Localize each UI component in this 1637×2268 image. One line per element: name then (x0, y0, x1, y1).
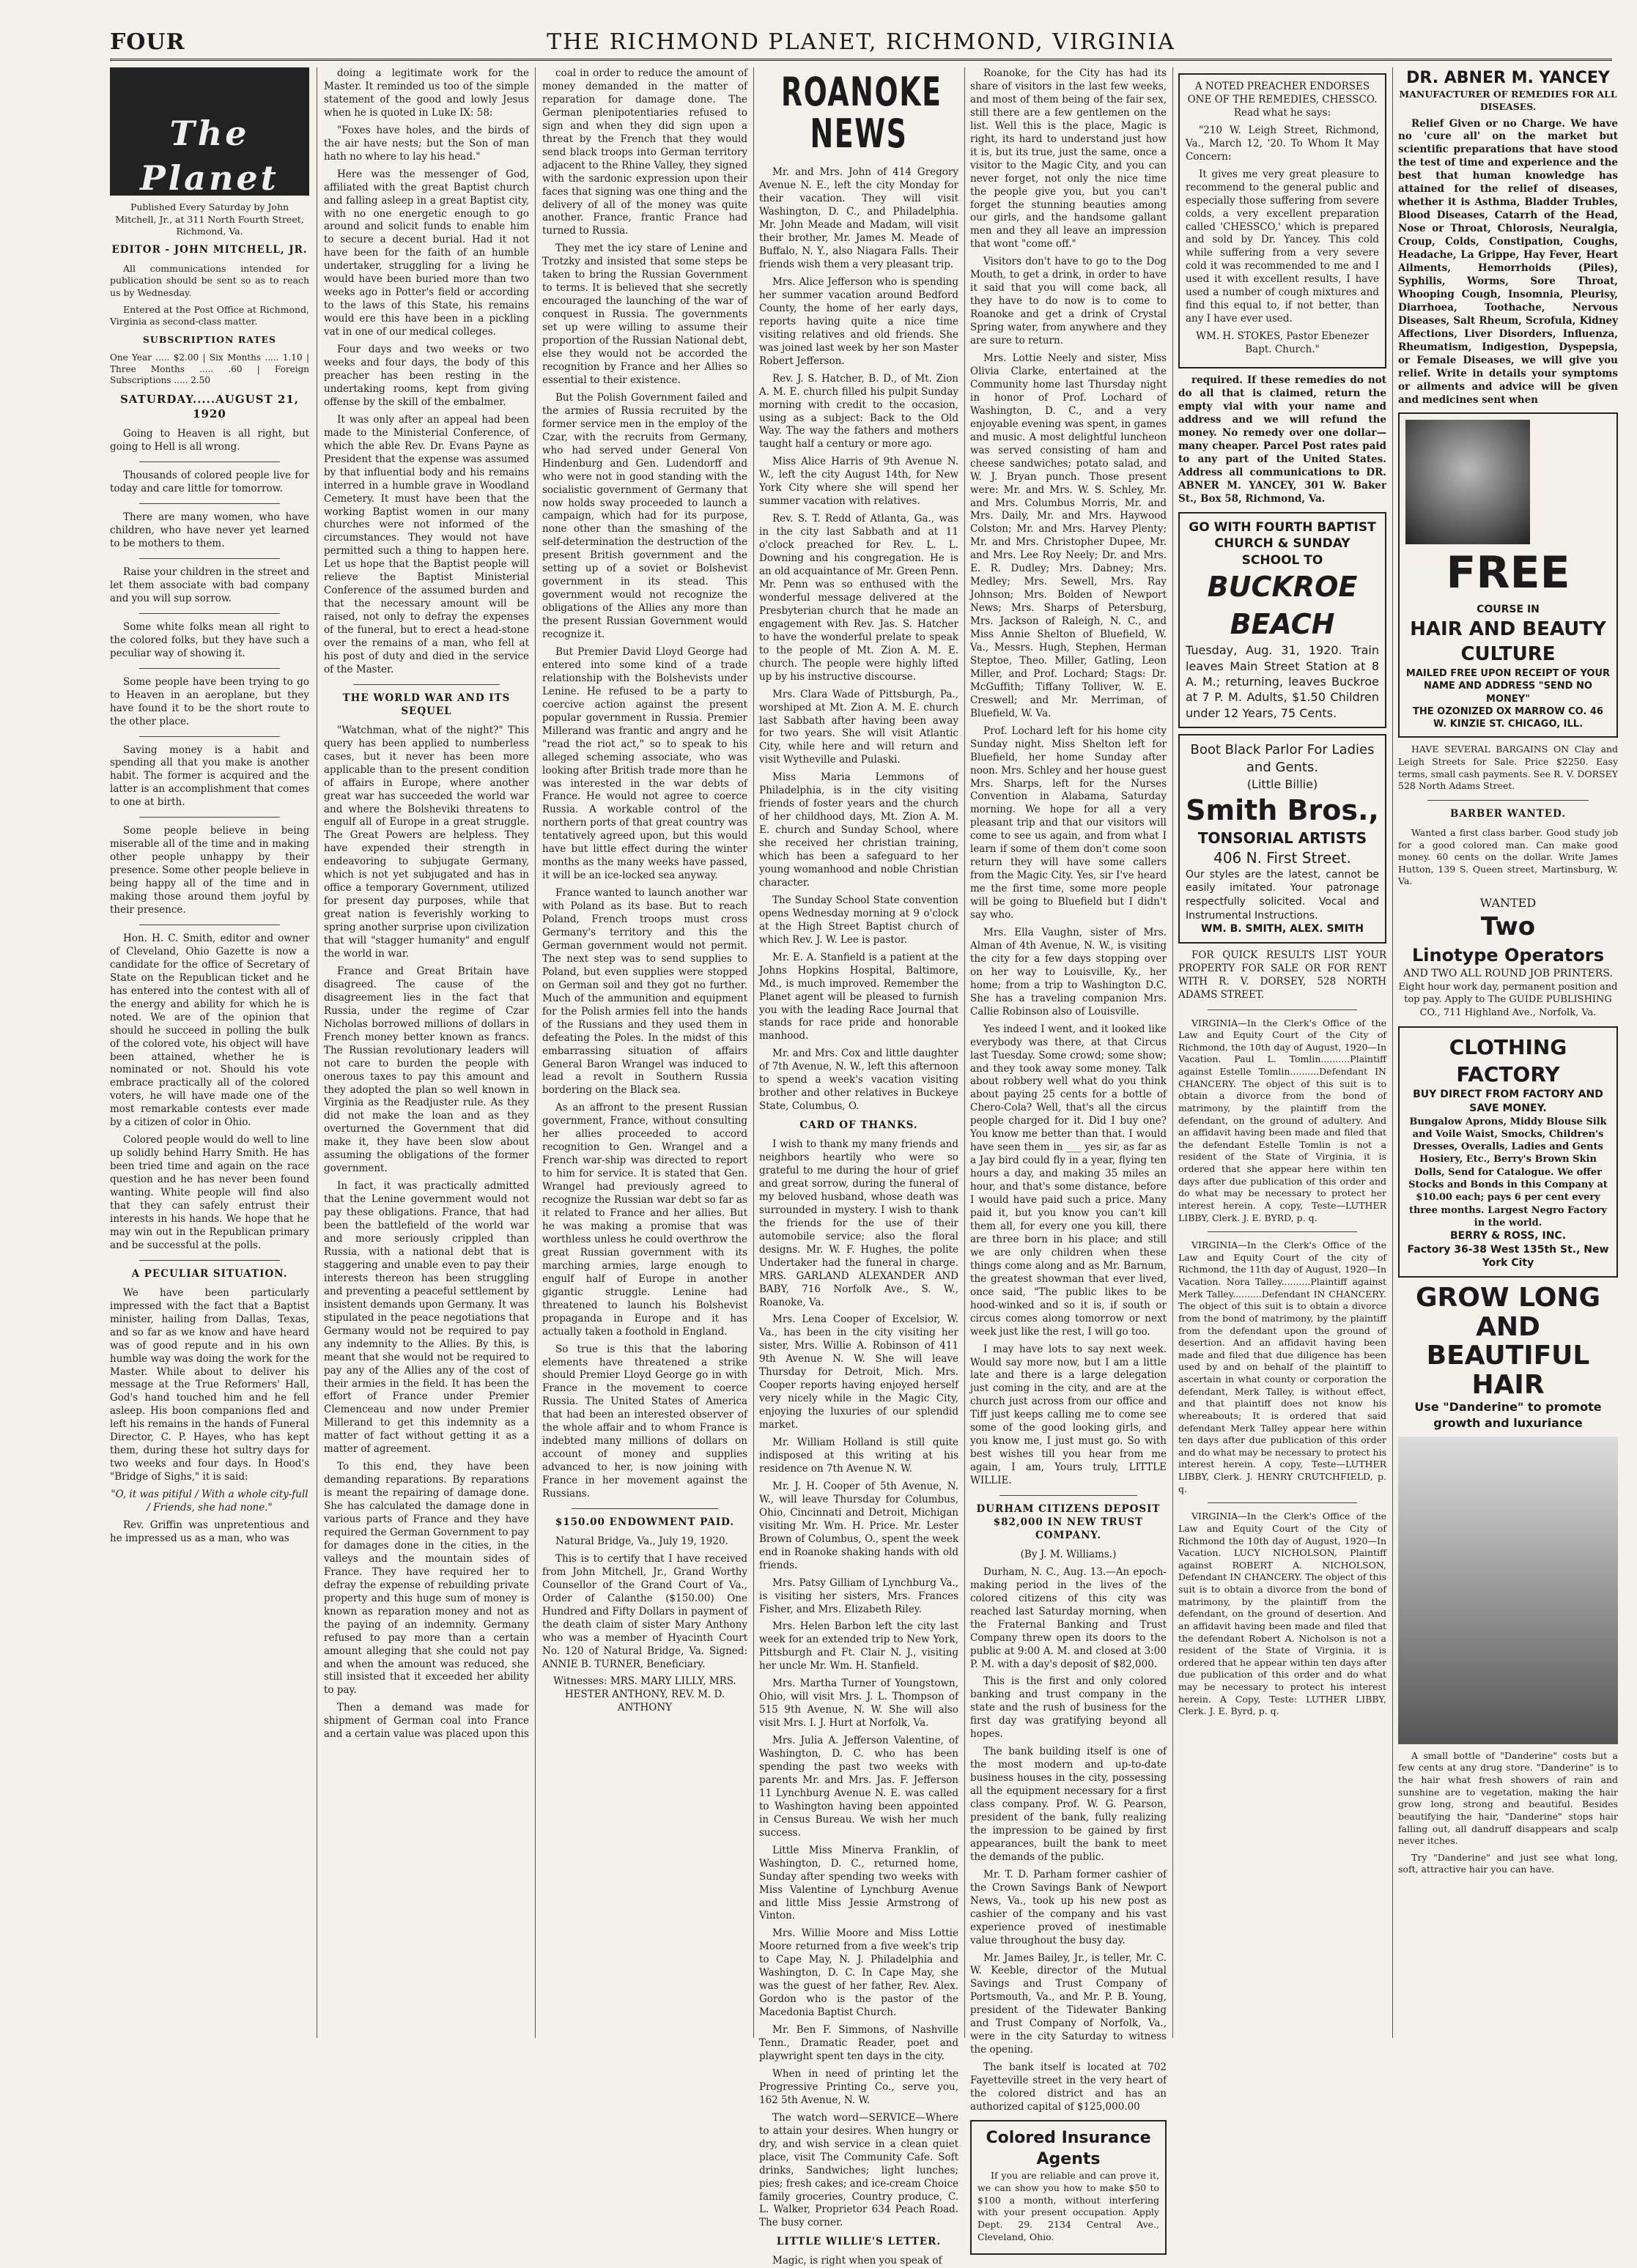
paragraph: Visitors don't have to go to the Dog Mouth, to get a drink, in order to have it said that you will come back, all they have to do now is to come to Roanoke and get a drink of Crystal Spring water, from anywhere and they are sure to return. (970, 256, 1167, 347)
paragraph: The Sunday School State convention opens Wednesday morning at 9 o'clock at the High Street Baptist church of which Rev. J. W. Lee is pastor. (759, 894, 958, 946)
masthead (110, 29, 1612, 61)
ad-text: MAILED FREE UPON RECEIPT OF YOUR NAME AND ADDRESS "SEND NO MONEY" (1405, 668, 1611, 705)
ad-text: required. If these remedies do not do all that is claimed, return the empty vial with your name and address and we will refund the money. No remedy over one dollar—many cheaper. Parcel Post rates paid to any part of the United States. Address all communications to DR. ABNER M. YANCEY, 301 W. Baker St., Box 58, Richmond, Va. (1178, 374, 1386, 505)
legal-notice: VIRGINIA—In the Clerk's Office of the Law and Equity Court of the City of Richmond, the 10th day of August, 1920—In Vacation. Paul L. Tomlin..........Plaintiff against Estelle Tomlin..........Defendant IN CHANCERY. The object of this suit is to obtain a divorce from the bond of matrimony, by the plaintiff from the defendant, on the ground of adultery. And an affidavit having been made and filed that the defendant Estelle Tomlin is not a resident of the State of Virginia, it is ordered that she appear here within ten days after due publication of this order and do what may be necessary to protect her interest herein. A copy, Teste—LUTHER LIBBY, Clerk. J. E. BYRD, p. q. (1178, 1017, 1386, 1223)
ad-address: Factory 36-38 West 135th St., New York City (1407, 1243, 1609, 1270)
paragraph: Miss Alice Harris of 9th Avenue N. W., left the city August 14th, for New York City where she will spend her summer vacation with relatives. (759, 456, 958, 508)
paragraph: Some white folks mean all right to the colored folks, but they have such a peculiar way of showing it. (110, 620, 309, 659)
paragraph: Then a demand was made for shipment of German coal into France and a certain value was placed upon this (324, 1702, 529, 1741)
ad-heading: GO WITH FOURTH BAPTIST CHURCH & SUNDAY SCHOOL TO (1189, 519, 1376, 568)
byline: (By J. M. Williams.) (1020, 1548, 1117, 1560)
paragraph: Mr. William Holland is still quite indisposed at this writing at his residence on 7th Avenue N. W. (759, 1437, 958, 1475)
paragraph: We have been particularly impressed with the fact that a Baptist minister, hailing from Dallas, Texas, and so far as we know and have heard was of good repute and in his own humble way was doing the work for the Master. While about to deliver his message at the True Reformers' Hall, God's hand touched him and he fell asleep. His boon companions fled and left his remains in the hands of Funeral Director, C. P. Hayes, who has kept them, during these hot sultry days for two weeks and four days. In Hood's "Bridge of Sighs," it is said: (110, 1286, 309, 1483)
ad-heading: Linotype Operators (1412, 944, 1604, 966)
paragraph: Rev. S. T. Redd of Atlanta, Ga., was in the city last Sabbath and at 11 o'clock preached for Rev. L. L. Downing and his congregation. He is an old acquaintance of Mr. Green Penn. Mr. Penn was so enthused with the wonderful message delivered at the Presbyterian church that he made an engagement with Rev. Jas. S. Hatcher to have the wonderful prelate to speak to the people of Mt. Zion A. M. E. church. The people were highly lifted up by his instructive discourse. (759, 513, 958, 683)
legal-notice: VIRGINIA—In the Clerk's Office of the Law and Equity Court of the City of Richmond the 10th day of August, 1920—In Vacation. LUCY NICHOLSON, Plaintiff against ROBERT A. NICHOLSON, Defendant IN CHANCERY. The object of this suit is to obtain a divorce from the bond of matrimony, by the plaintiff from the defendant, on the ground of desertion. And an affidavit having been made and filed that the defendant Robert A. Nicholson is not a resident of the State of Virginia, it is ordered that he appear within ten days after due publication of this order and do what may be necessary to protect his interest herein. A Copy, Teste: LUTHER LIBBY, Clerk. J. E. Byrd, p. q. (1178, 1511, 1386, 1717)
ad-heading: HAIR AND BEAUTY CULTURE (1410, 618, 1606, 666)
ad-title: CLOTHING FACTORY (1449, 1034, 1567, 1087)
paragraph: Here was the messenger of God, affiliated with the great Baptist church and falling asleep in a great Baptist city, with no one energetic enough to go around and solicit funds to enable him to secure a decent burial. Had it not have been for the faith of an humble undertaker, struggling for a living he would have been buried more than two weeks ago in Potter's field or according to the laws of this State, his remains would ere this have been in a pickling vat in one of our medical colleges. (324, 168, 529, 338)
rates-heading: SUBSCRIPTION RATES (142, 333, 277, 345)
ad-text: If you are reliable and can prove it, we can show you how to make $50 to $100 a month, without interfering with your present occupation. Apply Dept. 29. 2134 Central Ave., Cleveland, Ohio. (978, 2170, 1159, 2242)
column-rule (535, 67, 536, 2038)
paragraph: "Foxes have holes, and the birds of the air have nests; but the Son of man hath no where to lay his head." (324, 124, 529, 163)
ad-text: Bungalow Aprons, Middy Blouse Silk and Voile Waist, Smocks, Children's Dresses, Overalls, Ladies and Gents Hosiery, Etc., Berry's Brown Skin Dolls, Send for Catalogue. We offer Stocks and Bonds in this Company at $10.00 each; pays 6 per cent every three months. Largest Negro Factory in the world. (1408, 1116, 1608, 1228)
subscription-rates: One Year ..... $2.00 | Six Months ..... 1.10 | Three Months ..... .60 | Foreign Subscriptions ..... 2.50 (110, 352, 309, 386)
ad-title: Smith Bros., (1186, 793, 1379, 826)
bargains-ad: HAVE SEVERAL BARGAINS ON Clay and Leigh Streets for Sale. Price $2250. Easy terms, small cash payments. See R. V. DORSEY 528 North Adams Street. (1398, 744, 1618, 792)
issue-date: SATURDAY.....AUGUST 21, 1920 (119, 393, 300, 421)
paragraph: Mr. and Mrs. Cox and little daughter of 7th Avenue, N. W., left this afternoon to spend a week's vacation visiting brother and other relatives in Buckeye State, Columbus, O. (759, 1048, 958, 1113)
ad-heading: Colored Insurance Agents (986, 2128, 1151, 2169)
ad-subheading: COURSE IN (1477, 604, 1540, 616)
paragraph: Mr. James Bailey, Jr., is teller, Mr. C. W. Keeble, director of the Mutual Savings and Trust Company of Portsmouth, Va., and Mr. P. B. Young, president of the Tidewater Banking and Trust Company of Norfolk, Va., were in the city Saturday to witness the opening. (970, 1952, 1167, 2056)
paragraph: In fact, it was practically admitted that the Lenine government would not pay these obligations. France, that had been the battlefield of the world war and more seriously crippled than Russia, with a national debt that is staggering and unable even to pay their interests thereon has been struggling and preventing a peaceful settlement by insistent demands upon Germany. It was stipulated in the peace negotiations that Germany would not be required to pay any indemnity to the Allies. By this, is meant that she would not be required to pay any of the Allies any of the cost of their armies in the field. It has been the effort of France under Premier Clemenceau and now under Premier Millerand to get this indemnity as a matter of fact without getting it as a matter of agreement. (324, 1180, 529, 1456)
paragraph: Mrs. Martha Turner of Youngstown, Ohio, will visit Mrs. J. L. Thompson of 515 9th Avenue, N. W. She will also visit Mrs. I. J. Hurt at Norfolk, Va. (759, 1678, 958, 1730)
paragraph: Four days and two weeks or two weeks and four days, the body of this preacher has been resting in the undertaking rooms, kept from giving offense by the skill of the embalmer. (324, 344, 529, 408)
dorsey-ad: FOR QUICK RESULTS LIST YOUR PROPERTY FOR SALE OR FOR RENT WITH R. V. DORSEY, 528 NORTH ADAMS STREET. (1178, 949, 1386, 1001)
paragraph: "Watchman, what of the night?" This query has been applied to numberless cases, but it never has been more applicable than to the present condition of affairs in Europe, where another great war has succeeded the world war and where the Bolsheviki threatens to engulf all of Europe in a great struggle. The Great Powers are helpless. They have expended their strength in endeavoring to subjugate Germany, which is not yet subjugated and has in office a temporary Government, utilized for present day purposes, while that great nation is feverishly working to spring another surprise upon civilization that will "stagger humanity" and engulf the world in war. (324, 724, 529, 960)
column-rule (753, 67, 754, 2038)
paragraph: But Premier David Lloyd George had entered into some kind of a trade relationship with the Bolshevists under Lenine. He refused to be a party to coercive action against the present popular government in Russia. Premier Millerand was frantic and angry and he "read the riot act," so to speak to his alleged scheming associate, who was looking after British trade more than he was interested in the war debts of France. He would not agree to coerce Russia. A workable control of the northern ports of that great country was tentatively agreed upon, but this would have but little effect during the winter months as the many weeks have passed, it will be an ice-locked sea anyway. (542, 645, 747, 882)
roanoke-news-banner: ROANOKE NEWS (780, 69, 942, 157)
column-6 (1178, 67, 1386, 2038)
column-4 (759, 67, 958, 2267)
paragraph: coal in order to reduce the amount of money demanded in the matter of reparation for damage done. The German plenipotentiaries refused to sign and when they did sign upon a threat by the French that they would send black troops into German territory adjacent to the Rhine Valley, they signed with the sardonic expression upon their faces that signing was one thing and the delivery of all of the money was quite another. France, frantic France had turned to Russia. (542, 67, 747, 237)
paragraph: Mrs. Ella Vaughn, sister of Mrs. Alman of 4th Avenue, N. W., is visiting the city for a few days stopping over on her way to Louisville, Ky., her home; from a trip to Washington D.C. She has a traveling companion Mrs. Callie Robinson also of Louisville. (970, 927, 1167, 1018)
paragraph: They met the icy stare of Lenine and Trotzky and insisted that some steps be taken to bring the Russian Government to terms. It is believed that she secretly encouraged the launching of the war of conquest in Russia. The governments set up were willing to assume their proportion of the Russian National debt, else they would not be accorded the recognition by France and her Allies so essential to their existence. (542, 242, 747, 386)
ad-address: 406 N. First Street. (1213, 849, 1351, 867)
insurance-agents-ad (970, 2120, 1167, 2255)
paragraph: Mr. T. D. Parham former cashier of the Crown Savings Bank of Newport News, Va., took up his new post as cashier of the company and his vast experience proved of inestimable value throughout the busy day. (970, 1868, 1167, 1946)
yancey-text: Relief Given or no Charge. We have no 'cure all' on the market but scientific preparations that have stood the test of time and experience and the best that human knowledge has attained for the relief of diseases, whether it is Asthma, Bladder Trubles, Blood Diseases, Catarrh of the Head, Nose or Throat, Chlorosis, Neuralgia, Croup, Colds, Constipation, Coughs, Headache, La Grippe, Hay Fever, Heart Ailments, Hemorrhoids (Piles), Syphilis, Worms, Sore Throat, Whooping Cough, Insomnia, Pleurisy, Diarrhoea, Toothache, Nervous Diseases, Salt Rheum, Scrofula, Kidney Affections, Liver Disorders, Influenza, Rheumatism, Indigestion, Dyspepsia, or Female Diseases, we will give you relief. Write in details your symptoms or ailments and advice will be given and medicines sent when (1398, 117, 1618, 406)
ad-subheading: (Little Billie) (1246, 777, 1318, 791)
ad-text: "210 W. Leigh Street, Richmond, Va., March 12, '20. To Whom It May Concern: (1186, 124, 1379, 163)
column-rule (1392, 67, 1393, 2038)
ad-heading: A NOTED PREACHER ENDORSES ONE OF THE REMEDIES, CHESSCO. Read what he says: (1187, 81, 1378, 119)
article-heading: A PECULIAR SITUATION. (131, 1267, 288, 1280)
article-heading: CARD OF THANKS. (799, 1119, 918, 1132)
paragraph: Raise your children in the street and let them associate with bad company and you will sup sorrow. (110, 566, 309, 604)
paragraph: Mrs. Helen Barbon left the city last week for an extended trip to New York, Pittsburgh and Ft. Clair N. J., visiting her uncle Mr. Wm. H. Stanfield. (759, 1620, 958, 1672)
article-heading: LITTLE WILLIE'S LETTER. (776, 2236, 942, 2248)
paragraph: Going to Heaven is all right, but going to Hell is all wrong. (110, 428, 309, 453)
column-3 (542, 67, 747, 2038)
paragraph: But the Polish Government failed and the armies of Russia recruited by the former service men in the employ of the Czar, with the recruits from Germany, who had served under General Von Hindenburg and Gen. Ludendorff and who were not in good standing with the socialistic government of Germany that now holds sway proceeded to launch a campaign, which had for its purpose, none other than the smashing of the self-determination the destruction of the present British government and the setting up of a soviet or Bolshevist government in its stead. This government would not recognize the obligations of the Allies any more than the present Russian Government would recognize it. (542, 391, 747, 641)
danderine-heading: GROW LONG AND BEAUTIFUL HAIR (1415, 1282, 1601, 1400)
ad-title: FREE (1446, 547, 1570, 599)
paragraph: Prof. Lochard left for his home city Sunday night. Miss Shelton left for Bluefield, her home Sunday after noon. Mrs. Schley and her house guest Mrs. Sharps, left for the Nurses Convention in Alabama, Saturday morning. We hope for all a very pleasant trip and that our visitors will come to see us again, and from what I learn if some of them don't come soon return they will have some callers from the Magic City. Yes, sir I've heard me the first time, some more people will be going to Bluefield but I didn't say who. (970, 724, 1167, 922)
yancey-heading: DR. ABNER M. YANCEY (1406, 69, 1610, 87)
column-2 (324, 67, 529, 2038)
paragraph: I may have lots to say next week. Would say more now, but I am a little late and there is a large delegation just coming in the city, and are at the church just across from our office and Tiff just keeps calling me to come see some of the good looking girls, and you know me, I just must go. So with best wishes till you hear from me again, I am, Yours truly, LITTLE WILLIE. (970, 1343, 1167, 1487)
ad-subheading: BUY DIRECT FROM FACTORY AND SAVE MONEY. (1413, 1089, 1603, 1114)
paragraph: Yes indeed I went, and it looked like everybody was there, at that Circus last Tuesday. Some crowd; some show; and they took away some money. Talk about robbery well what do you think about paying 25 cents for a bottle of Chero-Cola? Well, that's all the circus people charged for it. Did I buy one? You know me better than that. I would have seen them in ___ yes sir, as far as a Jay bird could fly in a year, flying ten hours a day, and making 35 miles an hour, and that's some distance, before I would have paid such a price. Many paid it, but you know you can't kill them all, for every one you kill, there are three born in his place; and still we are only children when these things come along and as Mr. Barnum, the greatest showman that ever lived, once said, "The public likes to be hood-winked and so it is, if south or circus comes along tomorrow or next week just like the rest, I will go too. (970, 1023, 1167, 1338)
paragraph: Mr. E. A. Stanfield is a patient at the Johns Hopkins Hospital, Baltimore, Md., is much improved. Remember the Planet agent will be pleased to furnish you with the leading Race Journal that stands for race pride and honorable manhood. (759, 951, 958, 1042)
paragraph: The watch word—SERVICE—Where to attain your desires. When hungry or dry, and wish service in a clean quiet place, visit The Community Cafe. Soft drinks, Sandwiches; light lunches; pies; fresh cakes; and ice-cream Choice family groceries, Country produce, C. L. Walker, Proprietor 634 Peach Road. The busy corner. (759, 2111, 958, 2229)
ad-title: Two (1480, 912, 1536, 942)
ad-address: THE OZONIZED OX MARROW CO. 46 W. KINZIE ST. CHICAGO, ILL. (1413, 705, 1603, 730)
article-heading: BARBER WANTED. (1449, 807, 1567, 820)
paragraph: France wanted to launch another war with Poland as its base. But to reach Poland, French troops must cross Germany's territory and this the German government would not permit. The next step was to send supplies to Poland, but even supplies were stopped on German soil and they got no further. Much of the ammunition and equipment for the Polish armies fell into the hands of the Russians and they used them in defeating the Poles. In the midst of this embarrassing situation of affairs General Baron Wrangel was induced to lead a revolt in Southern Russia bordering on the Black sea. (542, 887, 747, 1097)
paragraph: doing a legitimate work for the Master. It reminded us too of the simple statement of the good and lowly Jesus when he is quoted in Luke IX: 58: (324, 67, 529, 119)
stokes-testimonial-ad (1178, 73, 1386, 368)
dateline: Natural Bridge, Va., July 19, 1920. (555, 1535, 728, 1547)
column-7 (1398, 67, 1618, 2038)
witnesses: Witnesses: MRS. MARY LILLY, MRS. HESTER ANTHONY, REV. M. D. ANTHONY (553, 1675, 736, 1714)
paragraph: Mrs. Julia A. Jefferson Valentine, of Washington, D. C. who has been spending the past two weeks with parents Mr. and Mrs. Jas. F. Jefferson 11 Lynchburg Avenue N. E. was called to Washington having been appointed in Census Bureau. We wish her much success. (759, 1735, 958, 1839)
ad-heading: Boot Black Parlor For Ladies and Gents. (1190, 741, 1375, 775)
ad-text: Our styles are the latest, cannot be easily imitated. Your patronage respectfully solicited. Vocal and Instrumental Instructions. (1186, 868, 1379, 922)
column-rule (1172, 67, 1173, 2038)
communications-note: All communications intended for publication should be sent so as to reach us by Wednesday. (110, 262, 309, 299)
woman-long-hair-image (1398, 1437, 1618, 1744)
yancey-subheading: MANUFACTURER OF REMEDIES FOR ALL DISEASES. (1399, 89, 1617, 112)
paragraph: Thousands of colored people live for today and care little for tomorrow. (110, 470, 309, 495)
clothing-factory-ad (1398, 1026, 1618, 1278)
paragraph: When in need of printing let the Progressive Printing Co., serve you, 162 5th Avenue, N. W. (759, 2067, 958, 2106)
paragraph: The bank building itself is one of the most modern and up-to-date business houses in the city, possessing all the equipment necessary for a first class company. Prof. W. G. Pearson, president of the bank, fully realizing the impression to be gained by first appearances, built the bank to meet the demands of the public. (970, 1746, 1167, 1863)
paragraph: Mrs. Clara Wade of Pittsburgh, Pa., worshiped at Mt. Zion A. M. E. church last Sabbath after having been away for two years. She will visit Atlantic City, while here and will return and visit Wytheville and Pulaski. (759, 688, 958, 766)
paragraph: I wish to thank my many friends and neighbors heartily who were so grateful to me during the hour of grief and great sorrow, during the funeral of my beloved husband, whose death was surrounded in mystery. I wish to thank the friends for the use of their automobile service; also the floral designs. Mr. W. F. Hughes, the polite Undertaker had the funeral in charge. MRS. GARLAND ALEXANDER AND BABY, 716 Norfolk Ave., S. W., Roanoke, Va. (759, 1138, 958, 1308)
paragraph: This is to certify that I have received from John Mitchell, Jr., Grand Worthy Counsellor of the Grand Court of Va., Order of Calanthe ($150.00) One Hundred and Fifty Dollars in payment of the death claim of sister Mary Anthony who was a member of Hyacinth Court No. 120 of Natural Bridge, Va. Signed: ANNIE B. TURNER, Beneficiary. (542, 1552, 747, 1670)
paragraph: As an affront to the present Russian government, France, without consulting her allies proceeded to accord recognition to Gen. Wrangel and a French war-ship was directed to report to him for service. It is stated that Gen. Wrangel had previously agreed to recognize the Russian war debt so far as it related to France and her allies. But he was making a promise that was worthless unless he could overthrow the great Russian government with its marching armies, large enough to engulf half of Europe in another gigantic struggle. Lenine had threatened to launch his Bolshevist propaganda in Europe and it has actually taken a foothold in England. (542, 1102, 747, 1338)
entered-note: Entered at the Post Office at Richmond, Virginia as second-class matter. (110, 303, 309, 327)
paragraph: Rev. J. S. Hatcher, B. D., of Mt. Zion A. M. E. church filled his pulpit Sunday morning with credit to the occasion, using as a subject: Back to the Old Way. The way the fathers and mothers taught half a century or more ago. (759, 372, 958, 451)
article-heading: THE WORLD WAR AND ITS SEQUEL (342, 692, 511, 717)
column-1 (110, 67, 309, 2038)
portrait-image (1405, 420, 1530, 544)
danderine-subheading: Use "Danderine" to promote growth and luxuriance (1414, 1400, 1602, 1430)
column-5 (970, 67, 1167, 2242)
ad-text: It gives me very great pleasure to recommend to the general public and especially those suffering from severe colds, a very excellent preparation called 'CHESSCO,' which is prepared and sold by Dr. Yancey. This cold while suffering from a very severe cold it was recommended to me and I used it with excellent results, I have used a number of cough mixtures and find this equal to, if not better, than any I have ever used. (1186, 168, 1379, 325)
ad-names: WM. B. SMITH, ALEX. SMITH (1201, 923, 1364, 935)
hair-culture-ad (1398, 412, 1618, 738)
buckroe-beach-ad (1178, 512, 1386, 728)
column-rule (964, 67, 965, 2038)
ad-company: BERRY & ROSS, INC. (1449, 1230, 1567, 1242)
linotype-ad (1398, 895, 1618, 1019)
verse: "O, it was pitiful / With a whole city-full / Friends, she had none." (111, 1489, 308, 1514)
danderine-text: A small bottle of "Danderine" costs but a few cents at any drug store. "Danderine" is to the hair what fresh showers of rain and sunshine are to vegetation, making the hair grow long, strong and beautiful. Besides beautifying the hair, "Danderine" stops hair falling out, all dandruff disappears and scalp never itches. (1398, 1749, 1618, 1847)
paragraph: Mrs. Willie Moore and Miss Lottie Moore returned from a five week's trip to Cape May, N. J. Philadelphia and Washington, D. C. In Cape May, she was the guest of her father, Rev. Alex. Gordon who is the pastor of the Macedonia Baptist Church. (759, 1927, 958, 2019)
ad-signature: WM. H. STOKES, Pastor Ebenezer Bapt. Church." (1196, 330, 1369, 356)
paragraph: Durham, N. C., Aug. 13.—An epoch-making period in the lives of the colored citizens of this city was reached last Saturday morning, when the Fraternal Banking and Trust Company threw open its doors to the public at 9:00 A. M. and closed at 3:00 P. M. with a day's deposit of $82,000. (970, 1565, 1167, 1670)
paragraph: Mrs. Alice Jefferson who is spending her summer vacation around Bedford County, the home of her early days, reports having quite a nice time visiting relatives and old friends. She was joined last week by her son Master Robert Jefferson. (759, 276, 958, 367)
ad-subheading: TONSORIAL ARTISTS (1197, 829, 1367, 848)
paragraph: France and Great Britain have disagreed. The cause of the disagreement lies in the fact that Russia, under the regime of Czar Nicholas borrowed millions of dollars in French money better known as francs. The Russian revolutionary leaders will not care to burden the people with onerous taxes to pay this amount and they adopted the plan so well known in Virginia as the Readjuster rule. As they did not make the loan and as they overturned the Government that did make it, they have been slow about assuming the obligations of the former government. (324, 965, 529, 1175)
publisher-note: Published Every Saturday by John Mitchell, Jr., at 311 North Fourth Street, Richmond, Va. (115, 201, 304, 237)
ad-text: Tuesday, Aug. 31, 1920. Train leaves Main Street Station at 8 A. M.; returning, leaves Buckroe at 7 P. M. Adults, $1.50 Children under 12 Years, 75 Cents. (1186, 643, 1379, 720)
barber-ad: Wanted a first class barber. Good study job for a good colored man. Can make good money. 60 cents on the dollar. Write James Hutton, 139 S. Queen street, Martinsburg, W. Va. (1398, 826, 1618, 887)
paragraph: Colored people would do well to line up solidly behind Harry Smith. He has been tried time and again on the race question and he has never been found wanting. White people will find also that they can safely entrust their interests in his hands. We hope that he may win out in the Republican primary and be successful at the polls. (110, 1134, 309, 1251)
paragraph: Mrs. Lottie Neely and sister, Miss Olivia Clarke, entertained at the Community home last Thursday night in honor of Prof. Lochard of Washington, D. C., and a very enjoyable evening was spent, in games and music. A most delightful luncheon was served consisting of ham and cheese sandwiches; potato salad, and W. J. Bryan punch. Those present were: Mr. and Mrs. W. S. Schley, Mr. and Mrs. Columbus Morris, Mr. and Mrs. Daily, Mr. and Mrs. Haywood Colston; Mr. and Mrs. Harvey Plenty; Mr. and Mrs. Christopher Dupee, Mr. and Mrs. Lee Roy Neely; Dr. and Mrs. E. R. Dudley; Mrs. Dabney; Mrs. Medley; Mrs. Sewell, Mrs. Ray Johnson; Mrs. Bolden of Newport News; Mrs. Sharps of Petersburg, Mrs. Jackson of Raleigh, N. C., and Miss Annie Shelton of Bluefield, W. Va., Messrs. Hugh, Stephen, Herman Steptoe, Theo. Miller, Gatling, Leon Miller, and Prof. Lochard; Stags: Dr. McGuffith; Tiffany Tolliver, W. E. Creswell; and Mr. Merriman, of Bluefield, W. Va. (970, 352, 1167, 719)
paragraph: Rev. Griffin was unpretentious and he impressed us as a man, who was (110, 1519, 309, 1544)
paragraph: Magic, is right when you speak of (772, 2255, 942, 2267)
page-number: FOUR (110, 29, 185, 55)
paragraph: Saving money is a habit and spending all that you make is another habit. The former is acquired and the latter is an accomplishment that comes to one at birth. (110, 744, 309, 809)
paragraph: Roanoke, for the City has had its share of visitors in the last few weeks, and most of them being of the fair sex, still there are a few gentlemen on the list. Well this is the place, Magic is right, its hard to understand just how it is, but its true, just the same, once a visitor to the Magic City, and you can never forget, not only the nice time the people give you, but you can't forget the stunning beauties among our girls, and the handsome gallant men and they all leave an impression that wont "come off." (970, 67, 1167, 251)
paragraph: Little Miss Minerva Franklin, of Washington, D. C., returned home, Sunday after spending two weeks with Miss Valentine of Lynchburg Avenue and little Miss Jessie Armstrong of Vinton. (759, 1844, 958, 1922)
legal-notice: VIRGINIA—In the Clerk's Office of the Law and Equity Court of the city of Richmond, the 11th day of August, 1920—In Vacation. Nora Talley..........Plaintiff against Merk Talley..........Defendant IN CHANCERY. The object of this suit is to obtain a divorce from the bond of matrimony, by the plaintiff from the defendant upon the ground of desertion. And an affidavit having been made and filed that due diligence has been used by and on behalf of the plaintiff to ascertain in what county or corporation the defendant, Merk Talley, is without effect, and that plaintiff does not know his whereabouts; It is ordered that said defendant Merk Talley appear here within ten days after due publication of this order and do what may be necessary to protect his interest herein. A copy, Teste—LUTHER LIBBY, Clerk. J. HENRY CRUTCHFIELD, p. q. (1178, 1239, 1386, 1494)
paragraph: So true is this that the laboring elements have threatened a strike should Premier Lloyd George go in with France in the movement to coerce Russia. The United States of America that had been an interested observer of the whole affair and to whom France is indebted many millions of dollars on account of money and supplies advanced to her, is now joining with France in her movement against the Russians. (542, 1343, 747, 1500)
newspaper-title: THE RICHMOND PLANET, RICHMOND, VIRGINIA (547, 29, 1175, 55)
paragraph: Hon. H. C. Smith, editor and owner of Cleveland, Ohio Gazette is now a candidate for the office of Secretary of State on the Republican ticket and he has entered into the contest with all of the energy and ability for which he is noted. We are of the opinion that should he succeed in polling the bulk of the colored vote, his object will have been attained, whether he is nominated or not. Should his vote embrace practically all of the colored voters, he will have made one of the most remarkable contests ever made by a citizen of color in Ohio. (110, 932, 309, 1129)
paragraph: Mr. J. H. Cooper of 5th Avenue, N. W., will leave Thursday for Columbus, Ohio, Cincinnati and Detroit, Michigan visiting Mr. Wm. H. Price. Mr. Lester Brown of Columbus, O., spent the week end in Roanoke shaking hands with old friends. (759, 1480, 958, 1571)
paragraph: Mr. Ben F. Simmons, of Nashville Tenn., Dramatic Reader, poet and playwright spent ten days in the city. (759, 2024, 958, 2062)
ad-title: BUCKROE BEACH (1207, 571, 1358, 640)
paragraph: This is the first and only colored banking and trust company in the state and the rush of business for the first day was gratifying beyond all hopes. (970, 1675, 1167, 1741)
planet-logo: The Planet (110, 67, 309, 196)
ad-text: Eight hour work day, permanent position and top pay. Apply to The GUIDE PUBLISHING CO., 711 Highland Ave., Norfolk, Va. (1398, 982, 1618, 1018)
smith-bros-ad (1178, 734, 1386, 944)
article-heading: DURHAM CITIZENS DEPOSIT $82,000 IN NEW TRUST COMPANY. (976, 1503, 1161, 1541)
danderine-text: Try "Danderine" and just see what long, soft, attractive hair you can have. (1398, 1851, 1618, 1875)
paragraph: Some people believe in being miserable all of the time and in making other people unhappy by their presence. Some other people believe in being happy all of the time and in making those around them joyful by their presence. (110, 825, 309, 916)
paragraph: Some people have been trying to go to Heaven in an aeroplane, but they have found it to be the short route to the other place. (110, 675, 309, 727)
paragraph: Miss Maria Lemmons of Philadelphia, is in the city visiting friends of foster years and the church of her childhood days, Mt. Zion A. M. E. church and Sunday School, where she received her christian training, which has been a safeguard to her young womanhood and noble Christian character. (759, 771, 958, 889)
editor-line: EDITOR - JOHN MITCHELL, JR. (111, 243, 308, 256)
paragraph: It was only after an appeal had been made to the Ministerial Conference, of which the able Rev. Dr. Evans Payne as President that the expense was assumed by that influential body and his remains interred in a humble grave in Woodland Cemetery. It must have been that the working Baptist women in our many churches were not informed of the circumstances. They would not have permitted such a thing to happen here. Let us hope that the Baptist people will relieve the Baptist Ministerial Conference of the assumed burden and that the necessary amount will be raised, not only to defray the expenses of the funeral, but to erect a head-stone over the remains of a man, who fell at his post of duty and died in the service of the Master. (324, 413, 529, 675)
paragraph: Mrs. Patsy Gilliam of Lynchburg Va., is visiting her sisters, Mrs. Frances Fisher, and Mrs. Elizabeth Riley. (759, 1576, 958, 1615)
ad-subheading: WANTED (1479, 896, 1537, 911)
paragraph: The bank itself is located at 702 Fayetteville street in the very heart of the colored district and has an authorized capital of $125,000.00 (970, 2061, 1167, 2113)
paragraph: Mrs. Lena Cooper of Excelsior, W. Va., has been in the city visiting her sister, Mrs. Willie A. Robinson of 411 9th Avenue N. W. She will leave Thursday for Detroit, Mich. Mrs. Cooper reports having enjoyed herself very nicely while in the Magic City, enjoying the luxuries of our splendid market. (759, 1313, 958, 1431)
paragraph: There are many women, who have children, who have never yet learned to be mothers to them. (110, 511, 309, 550)
paragraph: To this end, they have been demanding reparations. By reparations is meant the repairing of damage done. She has calculated the damage done in various parts of France and they have required the German Government to pay for damages done in the cities, in the valleys and the mountain sides of France. They have required her to defray the expense of rebuilding private property and this huge sum of money is known as reparation money and not as the paying of an indemnity. Germany refused to pay more than a certain amount alleging that she could not pay and when the amount was reduced, she still insisted that it exceeded her ability to pay. (324, 1461, 529, 1697)
ad-subheading: AND TWO ALL ROUND JOB PRINTERS. (1403, 968, 1613, 980)
article-heading: $150.00 ENDOWMENT PAID. (555, 1516, 735, 1528)
paragraph: Mr. and Mrs. John of 414 Gregory Avenue N. E., left the city Monday for their vacation. They will visit Washington, D. C., and Philadelphia. Mr. John Meade and Madam, will visit their brother, Mr. James M. Meade of Buffalo, N. Y., also Niagara Falls. Their friends wish them a very pleasant trip. (759, 166, 958, 271)
